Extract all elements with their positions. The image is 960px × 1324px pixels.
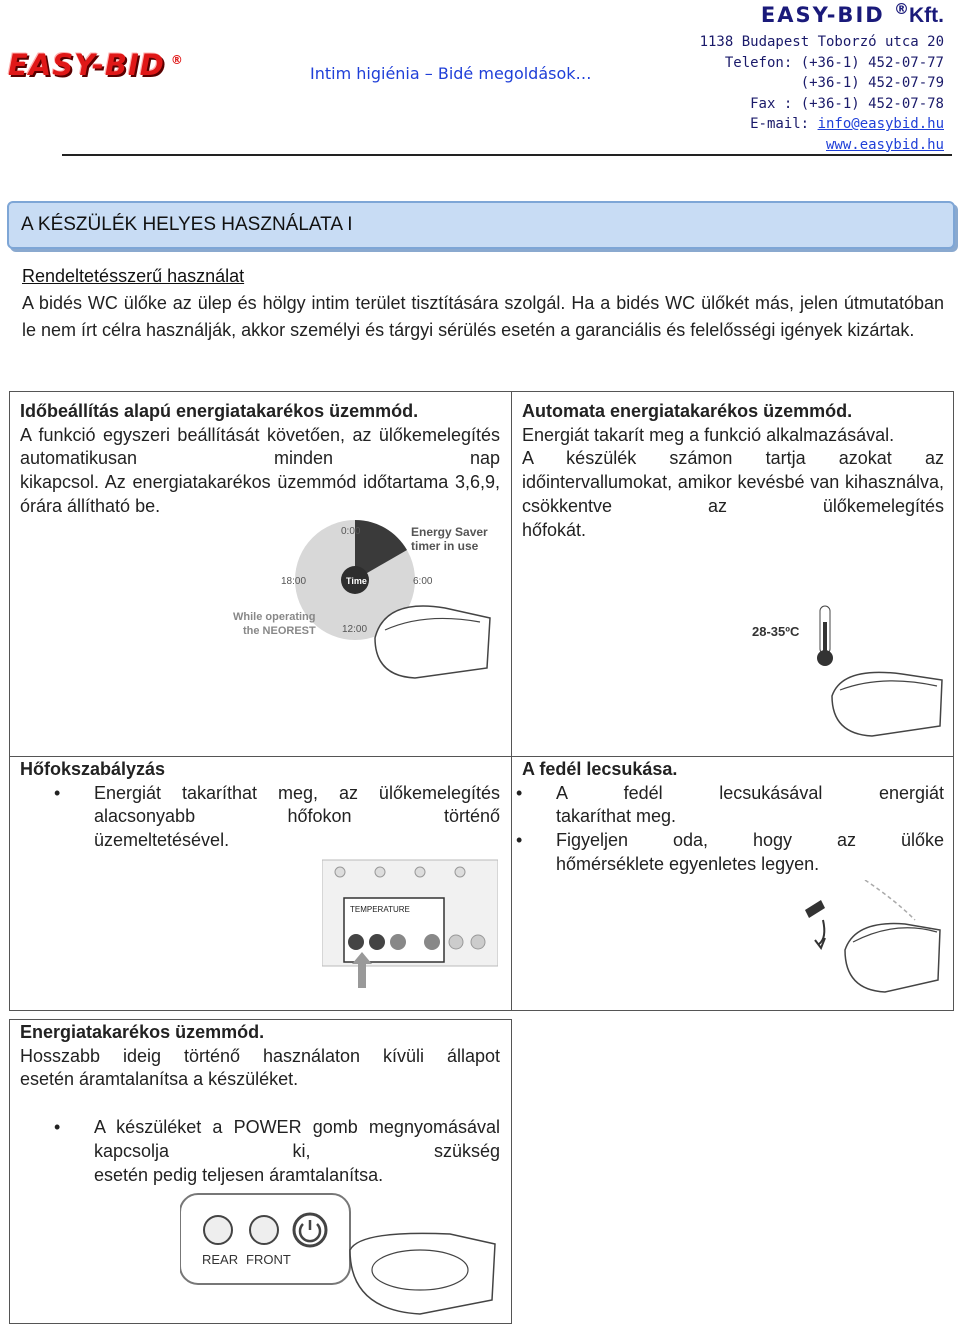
phone-1: Telefon: (+36-1) 452-07-77 (724, 54, 944, 71)
energy-saver-timer-illustration (225, 518, 495, 688)
saver-bullets (20, 1116, 500, 1187)
intro-heading: Rendeltetésszerű használat (22, 266, 245, 286)
hand-icon (805, 900, 825, 918)
timer-line-1: A funkció egyszeri beállítását követően, az ülőkemelegítés automatikusan minden nap (20, 424, 500, 469)
temp-button-1 (348, 934, 364, 950)
temp-title: Hőfokszabályzás (20, 759, 166, 779)
operating-label-1: While operating (233, 611, 316, 623)
temp-button-2 (369, 934, 385, 950)
company-name: EASY-BID ®Kft. (760, 0, 944, 27)
rear-button (204, 1216, 232, 1244)
lid-title: A fedél lecsukása. (522, 759, 678, 779)
phone-2: (+36-1) 452-07-79 (800, 75, 944, 91)
lid-text (522, 758, 944, 877)
temperature-panel-illustration (322, 852, 498, 992)
clock-12: 12:00 (342, 624, 368, 635)
timer-title: Időbeállítás alapú energiatakarékos üzemmód. (20, 401, 419, 421)
saver-title: Energiatakarékos üzemmód. (20, 1022, 265, 1042)
toilet-drawing (375, 606, 490, 678)
clock-time-label: Time (346, 576, 367, 586)
temp-text (20, 758, 500, 853)
toilet-drawing-2 (832, 672, 942, 736)
clock-0: 0:00 (341, 526, 361, 537)
address: 1138 Budapest Toborzó utca 20 (699, 34, 944, 50)
auto-title: Automata energiatakarékos üzemmód. (522, 401, 853, 421)
section-title-band (7, 201, 955, 249)
saver-line-2: esetén áramtalanítsa a készüléket. (20, 1069, 299, 1090)
temp-button-4 (424, 934, 440, 950)
toilet-drawing-3 (845, 924, 940, 992)
lid-bullet-2: • Figyeljen oda, hogy az ülőke hőmérséklete egyenletes legyen. (482, 829, 944, 876)
email-row: E-mail: info@easybid.hu (750, 116, 944, 132)
temperature-label: TEMPERATURE (350, 905, 410, 914)
saver-label-2: timer in use (411, 539, 479, 553)
operating-label-2: the NEOREST (243, 625, 316, 637)
lid-bullet-1: • A fedél lecsukásával energiát takaríthat meg. (482, 782, 944, 829)
temp-button-3 (390, 934, 406, 950)
contact-block (700, 32, 944, 155)
clock-6: 6:00 (413, 576, 433, 587)
saver-bullet-1: • A készüléket a POWER gomb megnyomásával kapcsolja ki, szükség esetén pedig teljesen áramtalanítsa. (20, 1116, 500, 1187)
temp-bullet-1: • Energiát takaríthat meg, az ülőkemelegítés alacsonyabb hőfokon történő üzemeltetésével. (20, 782, 500, 853)
intro-text: A bidés WC ülőke az ülep és hölgy intim terület tisztítására szolgál. Ha a bidés WC ülőkét más, jelen útmutatóban le nem írt célra használják, akkor személyi és tárgyi sérülés esetén a garanciális és felelősségi igények kizártak. (22, 293, 944, 340)
saver-line-1: Hosszabb ideig történő használaton kívüli állapot (20, 1045, 500, 1066)
timer-text (20, 400, 500, 519)
email-link[interactable]: info@easybid.hu (817, 116, 944, 132)
power-button-illustration (180, 1190, 498, 1320)
rear-label: REAR (202, 1252, 239, 1267)
tagline: Intim higiénia – Bidé megoldások… (310, 64, 592, 83)
auto-text (522, 400, 944, 542)
lid-closing-illustration (795, 880, 945, 1000)
lid-bullets (482, 782, 944, 877)
fax: Fax : (+36-1) 452-07-78 (750, 95, 944, 112)
toilet-drawing-4 (350, 1233, 495, 1314)
header-divider (62, 154, 952, 156)
timer-line-2: kikapcsol. Az energiatakarékos üzemmód időtartama 3,6,9, órára állítható be. (20, 472, 500, 516)
auto-line-2: A készülék számon tartja azokat az időintervallumokat, amikor kevésbé van kihasználva, csökkentve az ülőkemelegítés (522, 448, 944, 516)
website-link[interactable]: www.easybid.hu (825, 136, 944, 153)
temp-range-label: 28-35ºC (752, 624, 800, 639)
temp-bullets (20, 782, 500, 853)
logo: EASY-BID ® (8, 48, 184, 82)
auto-line-1: Energiát takarít meg a funkció alkalmazásával. (522, 424, 895, 445)
front-label: FRONT (246, 1252, 291, 1267)
saver-label-1: Energy Saver (411, 525, 488, 539)
section-title: A KÉSZÜLÉK HELYES HASZNÁLATA I (21, 214, 353, 235)
lid-motion-path (865, 880, 915, 920)
auto-saver-illustration (752, 596, 947, 746)
saver-text (20, 1021, 500, 1187)
front-button (250, 1216, 278, 1244)
auto-line-3: hőfokát. (522, 519, 587, 540)
clock-18: 18:00 (281, 576, 307, 587)
